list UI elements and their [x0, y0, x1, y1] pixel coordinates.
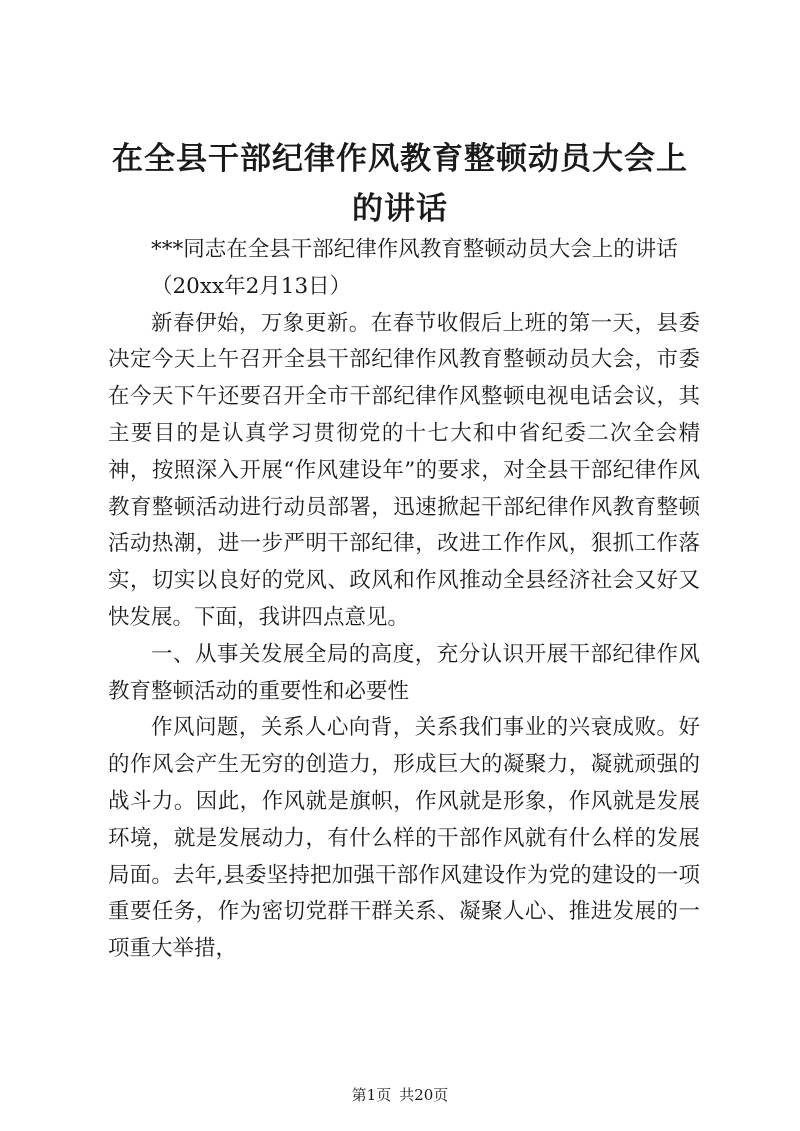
body-paragraph: 作风问题，关系人心向背，关系我们事业的兴衰成败。好的作风会产生无穷的创造力，形成巨大的凝聚力，凝就顽强的战斗力。因此，作风就是旗帜，作风就是形象，作风就是发展环境，就是发展动力，有什么样的干部作风就有什么样的发展局面。去年,县委坚持把加强干部作风建设作为党的建设的一项重要任务，作为密切党群干群关系、凝聚人心、推进发展的一项重大举措， — [108, 715, 700, 962]
speaker-line: ***同志在全县干部纪律作风教育整顿动员大会上的讲话 — [151, 237, 678, 262]
page-total: 共20页 — [399, 1086, 449, 1104]
section-heading: 一、从事关发展全局的高度，充分认识开展干部纪律作风教育整顿活动的重要性和必要性 — [108, 641, 700, 704]
page-number: 第1页 — [351, 1086, 392, 1104]
body-paragraph: 新春伊始，万象更新。在春节收假后上班的第一天，县委决定今天上午召开全县干部纪律作风教育整顿动员大会，市委在今天下午还要召开全市干部纪律作风整顿电视电话会议，其主要目的是认真学习贯彻党的十七大和中省纪委二次全会精神，按照深入开展“作风建设年”的要求，对全县干部纪律作风教育整顿活动进行动员部署，迅速掀起干部纪律作风教育整顿活动热潮，进一步严明干部纪律，改进工作作风，狠抓工作落实，切实以良好的党风、政风和作风推动全县经济社会又好又快发展。下面，我讲四点意见。 — [108, 310, 700, 630]
document-body — [108, 232, 700, 968]
page-footer — [0, 1085, 800, 1105]
date-line: （20xx年2月13日） — [151, 273, 352, 299]
document-title: 在全县干部纪律作风教育整顿动员大会上的讲话 — [112, 141, 688, 227]
